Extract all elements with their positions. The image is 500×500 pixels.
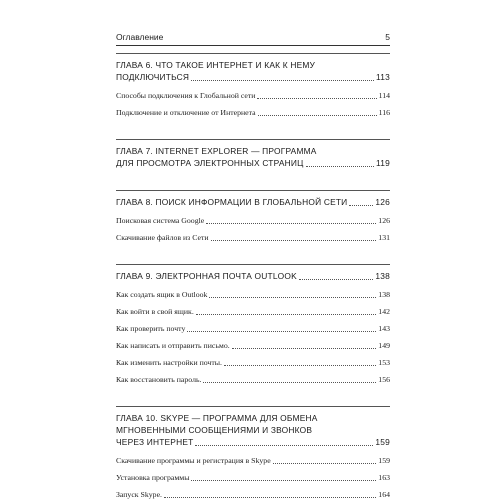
toc-entry (116, 490, 390, 500)
chapter-separator (116, 53, 390, 54)
chapter-page-number: 138 (375, 271, 390, 281)
toc-entry (116, 91, 390, 101)
section-title: Как написать и отправить письмо. (116, 341, 230, 350)
chapter-title-line: ГЛАВА 10. SKYPE — ПРОГРАММА ДЛЯ ОБМЕНА (116, 413, 318, 423)
header-title: Оглавление (116, 32, 164, 42)
section-page-number: 131 (378, 233, 390, 242)
dot-leader (257, 97, 376, 99)
chapter-heading (116, 196, 390, 208)
chapter-block (116, 264, 390, 385)
chapter-title-line: ГЛАВА 9. ЭЛЕКТРОННАЯ ПОЧТА OUTLOOK (116, 271, 297, 281)
section-title: Запуск Skype. (116, 490, 162, 499)
chapter-block (116, 190, 390, 243)
section-page-number: 164 (378, 490, 390, 499)
chapter-page-number: 159 (375, 437, 390, 447)
chapter-page-number: 126 (375, 197, 390, 207)
dot-leader (187, 330, 376, 332)
chapter-separator (116, 139, 390, 140)
dot-leader (196, 313, 377, 315)
section-page-number: 114 (378, 91, 390, 100)
toc-entry (116, 216, 390, 226)
section-title: Скачивание файлов из Сети (116, 233, 209, 242)
section-page-number: 156 (378, 375, 390, 384)
toc-entry (116, 233, 390, 243)
chapter-title-line: ЧЕРЕЗ ИНТЕРНЕТ (116, 437, 194, 447)
dot-leader (306, 165, 375, 167)
dot-leader (209, 296, 376, 298)
section-title: Скачивание программы и регистрация в Skype (116, 456, 271, 465)
section-page-number: 142 (378, 307, 390, 316)
section-title: Как изменить настройки почты. (116, 358, 222, 367)
dot-leader (191, 79, 374, 81)
chapter-page-number: 113 (376, 72, 390, 82)
chapter-title-line: ДЛЯ ПРОСМОТРА ЭЛЕКТРОННЫХ СТРАНИЦ (116, 158, 304, 168)
dot-leader (232, 347, 377, 349)
section-page-number: 116 (378, 108, 390, 117)
toc-entry (116, 456, 390, 466)
section-title: Поисковая система Google (116, 216, 205, 225)
chapter-block (116, 406, 390, 500)
chapter-heading (116, 145, 390, 169)
page-header (116, 30, 390, 46)
section-page-number: 163 (378, 473, 390, 482)
chapter-block (116, 53, 390, 118)
toc-entry (116, 473, 390, 483)
section-page-number: 138 (378, 290, 390, 299)
dot-leader (258, 114, 377, 116)
chapter-page-number: 119 (376, 158, 390, 168)
section-title: Как проверить почту (116, 324, 186, 333)
toc-entry (116, 358, 390, 368)
section-title: Как создать ящик в Outlook (116, 290, 208, 299)
toc-entry (116, 341, 390, 351)
dot-leader (195, 444, 373, 446)
section-page-number: 153 (378, 358, 390, 367)
dot-leader (164, 496, 376, 498)
chapter-title-line: МГНОВЕННЫМИ СООБЩЕНИЯМИ И ЗВОНКОВ (116, 425, 313, 435)
section-page-number: 149 (378, 341, 390, 350)
section-title: Подключение и отключение от Интернета (116, 108, 256, 117)
table-of-contents (116, 53, 390, 500)
section-title: Как восстановить пароль. (116, 375, 202, 384)
chapter-block (116, 139, 390, 169)
chapter-heading (116, 59, 390, 83)
dot-leader (349, 204, 373, 206)
toc-entry (116, 290, 390, 300)
chapter-separator (116, 264, 390, 265)
dot-leader (203, 381, 376, 383)
header-page-number: 5 (385, 32, 390, 42)
toc-entry (116, 108, 390, 118)
section-page-number: 143 (378, 324, 390, 333)
dot-leader (206, 222, 376, 224)
chapter-heading (116, 412, 390, 448)
chapter-title-line: ПОДКЛЮЧИТЬСЯ (116, 72, 190, 82)
section-title: Как войти в свой ящик. (116, 307, 194, 316)
dot-leader (224, 364, 376, 366)
chapter-heading (116, 270, 390, 282)
chapter-title-line: ГЛАВА 7. INTERNET EXPLORER — ПРОГРАММА (116, 146, 317, 156)
section-page-number: 126 (378, 216, 390, 225)
dot-leader (191, 479, 376, 481)
dot-leader (211, 239, 377, 241)
dot-leader (299, 278, 374, 280)
chapter-separator (116, 406, 390, 407)
toc-entry (116, 324, 390, 334)
section-title: Способы подключения к Глобальной сети (116, 91, 256, 100)
toc-entry (116, 375, 390, 385)
chapter-separator (116, 190, 390, 191)
chapter-title-line: ГЛАВА 8. ПОИСК ИНФОРМАЦИИ В ГЛОБАЛЬНОЙ СЕТИ (116, 197, 348, 207)
section-title: Установка программы (116, 473, 190, 482)
section-page-number: 159 (378, 456, 390, 465)
toc-entry (116, 307, 390, 317)
chapter-title-line: ГЛАВА 6. ЧТО ТАКОЕ ИНТЕРНЕТ И КАК К НЕМУ (116, 60, 316, 70)
dot-leader (273, 462, 377, 464)
